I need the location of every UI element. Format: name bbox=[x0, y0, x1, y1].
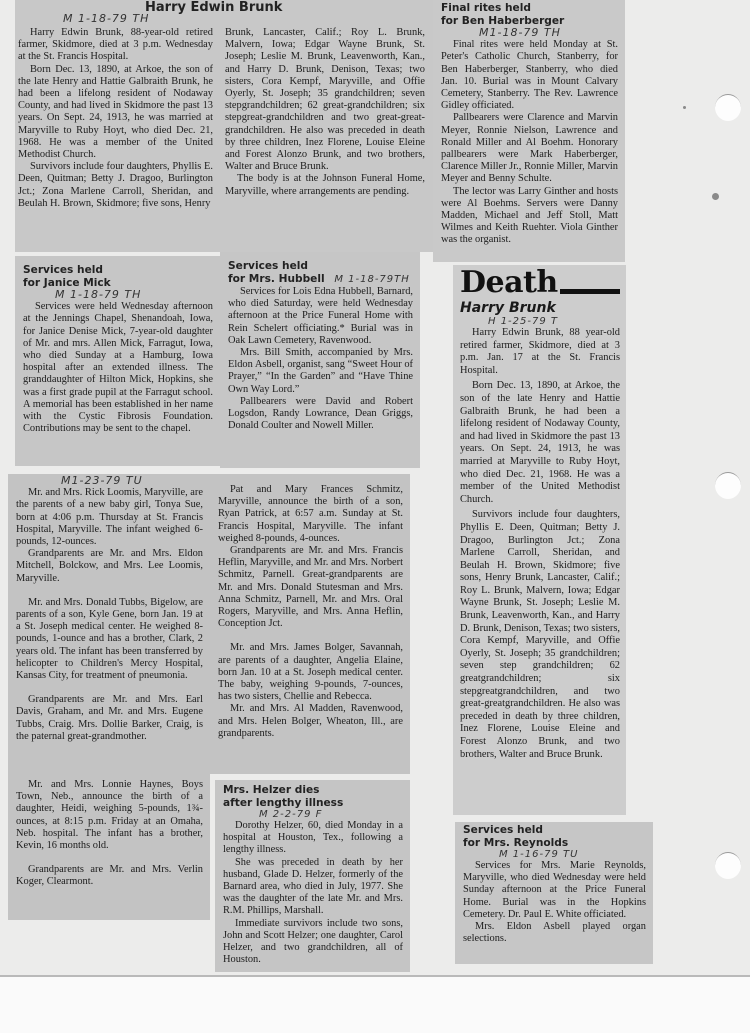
handwritten-date: M 2-2-79 F bbox=[259, 809, 323, 820]
clipping-mick bbox=[15, 256, 220, 466]
binder-hole bbox=[715, 94, 741, 121]
headline-line: Services held bbox=[463, 824, 543, 836]
page-margin bbox=[0, 977, 750, 1033]
paragraph: Services were held Wednesday afternoon at the Jennings Chapel, Shenandoah, Iowa, for Janice Denise Mick, 7-year-old daughter of Mr. and mrs. Allen Mick, Farragut, Iowa, who died Sunday at a Hamburg, Iowa hospital after an extended illness. The granddaughter of Hilton Mick, Hopkins, she was a first grade pupil at the Farragut school. A memorial has been established in her name with the Cystic Fibrosis Foundation. Contributions may be sent to the chapel. bbox=[23, 301, 213, 435]
handwritten-date: M 1-16-79 TU bbox=[499, 849, 579, 860]
death-banner bbox=[460, 267, 620, 299]
paragraph: Survivors include four daughters, Phyllis E. Deen, Quitman; Betty J. Dragoo, Burlington Jct.; Zona Marlene Carroll, Sheridan, and Beulah H. Brown, Skidmore; five sons, Henry Brunk, Lancaster, Calif.; Roy L. Brunk, Malvern, Iowa; Edgar Wayne Brunk, St. Joseph; Leslie M. Brunk, Leavenworth, Kan., and Harry D. Brunk, Denison, Texas; two sisters, Cora Kempf, Maryville, and Offie Oyerly, St. Joseph; 35 grandchildren; seven step grandchildren; 62 greatgrandchildren; six stepgreatgrandchildren, and two great-greatgrandchildren. He also was preceded in death by three children, Inez Florene, Louise Eleine and Forest Alonzo Brunk, and two brothers, Walter and Bruce Brunk. bbox=[460, 509, 620, 760]
headline-line: for Ben Haberberger bbox=[441, 14, 565, 27]
binder-hole bbox=[715, 472, 741, 499]
handwritten-date: M1-23-79 TU bbox=[61, 474, 143, 487]
clipping-helzer bbox=[215, 780, 410, 972]
obituary-column-1 bbox=[18, 27, 213, 210]
clipping-reynolds bbox=[455, 822, 653, 964]
banner-rule bbox=[560, 289, 620, 294]
paragraph: Mrs. Eldon Asbell played organ selections. bbox=[463, 921, 646, 945]
headline-line: Mrs. Helzer dies bbox=[223, 784, 320, 796]
paragraph: Mr. and Mrs. James Bolger, Savannah, are parents of a daughter, Angelia Elaine, born Jan. 10 at a St. Joseph medical center. The baby, weighing 9-pounds, 7-ounces, has two sisters, Chellie and Rebecca. bbox=[218, 642, 403, 703]
paragraph: Grandparents are Mr. and Mrs. Eldon Mitchell, Bolckow, and Mrs. Lee Loomis, Maryville. bbox=[16, 548, 203, 584]
headline bbox=[228, 260, 413, 286]
paragraph: Harry Edwin Brunk, 88 year-old retired farmer, Skidmore, died at 3 p.m. Jan. 17 at the St. Francis Hospital. bbox=[460, 327, 620, 376]
paragraph: Final rites were held Monday at St. Peter's Catholic Church, Stanberry, for Ben Haberberger, Stanberry, who died Jan. 10. Burial was in Mount Calvary Cemetery, Stanberry. The Rev. Lawrence Gidley officiated. bbox=[441, 39, 618, 112]
paragraph: Dorothy Helzer, 60, died Monday in a hospital at Houston, Tex., following a lengthy illness. bbox=[223, 820, 403, 856]
handwritten-date: M 1-18-79TH bbox=[334, 273, 410, 285]
obituary-column-2 bbox=[225, 27, 425, 198]
deceased-name: Harry Brunk bbox=[460, 300, 556, 316]
paragraph: Mr. and Mrs. Lonnie Haynes, Boys Town, Neb., announce the birth of a daughter, Heidi, weighing 5-pounds, 1¾-ounces, at 8:15 p.m. Friday at an Omaha, Neb. hospital. The infant has a brother, Kevin, 16 months old. bbox=[16, 779, 203, 852]
headline-text: for Mrs. Hubbell bbox=[228, 272, 325, 285]
paragraph: Mrs. Bill Smith, accompanied by Mrs. Eldon Asbell, organist, sang “Sweet Hour of Prayer,” “In the Garden” and “Have Thine Own Way Lord.” bbox=[228, 347, 413, 395]
headline bbox=[463, 824, 646, 849]
handwritten-date: M 1-18-79 TH bbox=[63, 12, 150, 25]
headline-line: for Mrs. Reynolds bbox=[463, 836, 569, 849]
clipping-births-right bbox=[210, 474, 410, 774]
headline-line bbox=[228, 273, 413, 287]
paragraph: Pallbearers were David and Robert Logsdon, Randy Lowrance, Dean Griggs, Donald Coulter and Nowell Miller. bbox=[228, 395, 413, 432]
clipping-haberberger bbox=[433, 0, 625, 262]
binder-hole bbox=[715, 852, 741, 879]
headline bbox=[441, 2, 618, 27]
paragraph: She was preceded in death by her husband, Glade D. Helzer, formerly of the Barnard area, who died in July, 1977. She was the daughter of the late Mr. and Mrs. R.M. Phillips, Marshall. bbox=[223, 856, 403, 917]
paragraph: Services for Lois Edna Hubbell, Barnard, who died Saturday, were held Wednesday afternoon at the Price Funeral Home with Rein Schelert officiating.* Burial was in Oak Lawn Cemetery, Ravenwood. bbox=[228, 286, 413, 346]
paragraph: Mr. and Mrs. Rick Loomis, Maryville, are the parents of a new baby girl, Tonya Sue, born at 4:06 p.m. Thursday at St. Francis Hospital, Maryville. The infant weighed 6-pounds, 12-ounces. bbox=[16, 487, 203, 548]
paragraph: Pat and Mary Frances Schmitz, Maryville, announce the birth of a son, Ryan Patrick, at 6:57 a.m. Sunday at St. Francis Hospital, Maryville. The infant weighed 8-pounds, 4-ounces. bbox=[218, 484, 403, 544]
paragraph: Survivors include four daughters, Phyllis E. Deen, Quitman; Betty J. Dragoo, Burlington Jct.; Zona Marlene Carroll, Sheridan, and Beulah H. Brown, Skidmore; five sons, Henry bbox=[18, 161, 213, 209]
paragraph: Born Dec. 13, 1890, at Arkoe, the son of the late Henry and Hattie Galbraith Brunk, he had been a lifelong resident of Nodaway County, and had lived in Skidmore the past 13 years. On Sept. 24, 1913, he was married at Maryville to Ruby Hoyt, who died Dec. 21, 1968. He was a member of the United Methodist Church. bbox=[460, 380, 620, 505]
headline-line: for Janice Mick bbox=[23, 276, 111, 289]
paragraph: Pallbearers were Clarence and Marvin Meyer, Ronnie Nielson, Lawrence and Ronald Miller and Al Boehm. Honorary pallbearers were Mark Haberberger, Clarence Miller Jr., Ronnie Miller, Marvin Meyer and Benny Schulte. bbox=[441, 112, 618, 185]
paragraph: Harry Edwin Brunk, 88-year-old retired farmer, Skidmore, died at 3 p.m. Wednesday at the St. Francis Hospital. bbox=[18, 27, 213, 63]
headline bbox=[23, 264, 213, 289]
paragraph: The body is at the Johnson Funeral Home, Maryville, where arrangements are pending. bbox=[225, 173, 425, 197]
paragraph: Mr. and Mrs. Al Madden, Ravenwood, and Mrs. Helen Bolger, Wheaton, Ill., are grandparents. bbox=[218, 703, 403, 739]
headline-line: after lengthy illness bbox=[223, 796, 344, 809]
paragraph: Grandparents are Mr. and Mrs. Verlin Koger, Clearmont. bbox=[16, 864, 203, 888]
paragraph: Grandparents are Mr. and Mrs. Francis Heflin, Maryville, and Mr. and Mrs. Norbert Schmitz, Parnell. Great-grandparents are Mr. and Mrs. Donald Stutesman and Mrs. Anna Schmitz, Parnell, Mr. and Mrs. Oral Rogers, Maryville, and Mrs. Anna Heflin, Conception Jct. bbox=[218, 545, 403, 630]
clipping-births-left bbox=[8, 474, 210, 920]
handwritten-date: M 1-18-79 TH bbox=[55, 288, 142, 301]
handwritten-date: M1-18-79 TH bbox=[479, 26, 561, 39]
headline bbox=[223, 784, 403, 809]
headline-line: Services held bbox=[228, 260, 308, 272]
paragraph: Immediate survivors include two sons, John and Scott Helzer; one daughter, Carol Helzer, and two grandchildren, all of Houston. bbox=[223, 917, 403, 966]
paper-speck bbox=[683, 106, 686, 109]
headline-line: Services held bbox=[23, 264, 103, 276]
clipping-death-notice bbox=[453, 265, 626, 815]
banner-text: Death bbox=[460, 265, 558, 300]
paragraph: Services for Mrs. Marie Reynolds, Maryville, who died Wednesday were held Sunday afternoon at the Price Funeral Home. Burial was in the Hopkins Cemetery. Dr. Paul E. White officiated. bbox=[463, 860, 646, 920]
paper-speck bbox=[712, 193, 719, 200]
paragraph: Brunk, Lancaster, Calif.; Roy L. Brunk, Malvern, Iowa; Edgar Wayne Brunk, St. Joseph; Leslie M. Brunk, Leavenworth, Kan., and Harry D. Brunk, Denison, Texas; two sisters, Cora Kempf, Maryville, and Offie Oyerly, St. Joseph; 35 grandchildren; seven stepgrandchildren; 62 great-grandchildren; six stepgreat-grandchildren and two great-great-grandchildren. He also was preceded in death by three children, Inez Florene, Louise Eleine and Forest Alonzo Brunk, and two brothers, Walter and Bruce Brunk. bbox=[225, 27, 425, 173]
obituary-title: Harry Edwin Brunk bbox=[145, 0, 283, 15]
paragraph: Mr. and Mrs. Donald Tubbs, Bigelow, are parents of a son, Kyle Gene, born Jan. 19 at a St. Joseph medical center. He weighed 8-pounds, 1-ounce and has a brother, Clark, 2 years old. The infant has been transferred by helicopter to Children's Mercy Hospital, Kansas City, for treatment of pneumonia. bbox=[16, 596, 203, 682]
clipping-brunk-obituary bbox=[15, 0, 435, 252]
clipping-hubbell bbox=[220, 252, 420, 468]
handwritten-date: H 1-25-79 T bbox=[488, 316, 559, 327]
paragraph: The lector was Larry Ginther and hosts were Al Boehms. Servers were Danny Madden, Michael and Jeff Stoll, Matt Wilmes and Keith Ruehter. Viola Ginther was the organist. bbox=[441, 185, 618, 246]
paragraph: Grandparents are Mr. and Mrs. Earl Davis, Graham, and Mr. and Mrs. Eugene Tubbs, Craig. Mrs. Dollie Barker, Craig, is the paternal great-grandmother. bbox=[16, 694, 203, 742]
paragraph: Born Dec. 13, 1890, at Arkoe, the son of the late Henry and Hattie Galbraith Brunk, he had been a lifelong resident of Nodaway County, and had lived in Skidmore the past 13 years. On Sept. 24, 1913, he was married at Maryville to Ruby Hoyt, who died Dec. 21, 1968. He was a member of the United Methodist Church. bbox=[18, 63, 213, 161]
headline-line: Final rites held bbox=[441, 2, 531, 14]
